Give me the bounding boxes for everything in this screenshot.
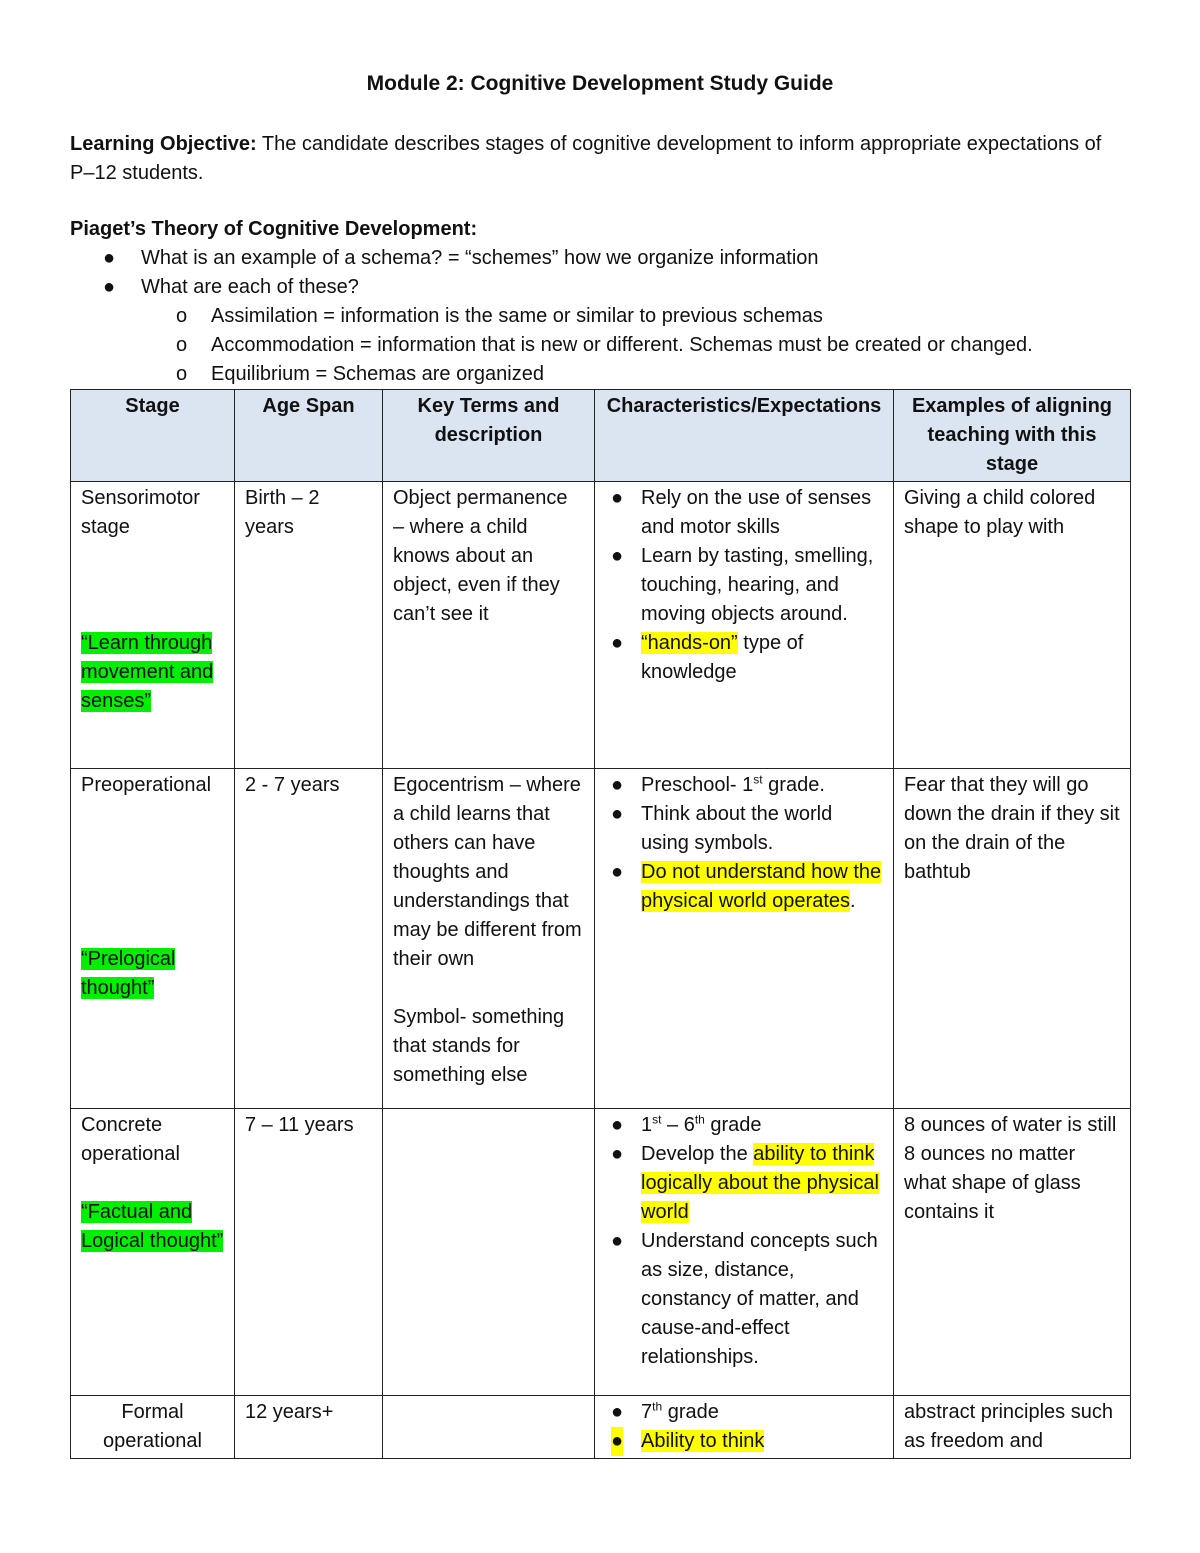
bullet-icon: ● — [103, 276, 116, 298]
list-item: ● Ability to think — [605, 1427, 883, 1456]
list-item: ● What are each of these? — [70, 273, 1150, 302]
bullet-icon: ● — [611, 774, 624, 796]
circle-bullet-icon: o — [176, 334, 188, 356]
list-item: ● Develop the ability to think logically about the physical world — [605, 1140, 883, 1227]
bullet-icon: ● — [611, 487, 624, 509]
age-cell: 7 – 11 years — [235, 1109, 383, 1396]
question-list — [70, 244, 1150, 389]
circle-bullet-icon: o — [176, 305, 188, 327]
list-item: ● Rely on the use of senses and motor skills — [605, 484, 883, 542]
table-header-row — [71, 390, 1131, 482]
bullet-icon: ● — [611, 1114, 624, 1136]
stage-cell: Sensorimotor stage “Learn through movement and senses” — [71, 482, 235, 769]
bullet-icon: ● — [611, 1143, 624, 1165]
age-cell: Birth – 2 years — [235, 482, 383, 769]
example-cell: abstract principles such as freedom and — [894, 1396, 1131, 1459]
list-item: ● Understand concepts such as size, distance, constancy of matter, and cause-and-effect relationships. — [605, 1227, 883, 1372]
bullet-icon: ● — [611, 1401, 624, 1423]
list-item: o Assimilation = information is the same or similar to previous schemas — [70, 302, 1150, 331]
stages-table — [70, 389, 1131, 1459]
list-item: ● Think about the world using symbols. — [605, 800, 883, 858]
circle-bullet-icon: o — [176, 363, 188, 385]
list-item: ● 7th grade — [605, 1398, 883, 1427]
bullet-icon: ● — [103, 247, 116, 269]
objective-text: The candidate describes stages of cognitive development to inform appropriate expectations of P–12 students. — [70, 133, 1102, 184]
stage-cell: Formal operational — [71, 1396, 235, 1459]
list-item: ● Do not understand how the physical world operates. — [605, 858, 883, 916]
bullet-icon: ● — [611, 803, 624, 825]
objective-label: Learning Objective: — [70, 133, 257, 155]
example-cell: Giving a child colored shape to play with — [894, 482, 1131, 769]
header-key-terms: Key Terms and description — [383, 390, 595, 482]
bullet-icon: ● — [611, 545, 624, 567]
list-item: ● What is an example of a schema? = “schemes” how we organize information — [70, 244, 1150, 273]
list-item: ● “hands-on” type of knowledge — [605, 629, 883, 687]
header-stage: Stage — [71, 390, 235, 482]
table-row — [71, 482, 1131, 769]
terms-cell: Object permanence – where a child knows about an object, even if they can’t see it — [383, 482, 595, 769]
header-age-span: Age Span — [235, 390, 383, 482]
piaget-heading: Piaget’s Theory of Cognitive Development: — [70, 218, 478, 240]
table-row — [71, 769, 1131, 1109]
stage-motto: “Factual and Logical thought” — [81, 1201, 224, 1252]
example-cell: 8 ounces of water is still 8 ounces no matter what shape of glass contains it — [894, 1109, 1131, 1396]
terms-cell — [383, 1109, 595, 1396]
learning-objective — [70, 130, 1130, 188]
list-item: ● Preschool- 1st grade. — [605, 771, 883, 800]
age-cell: 12 years+ — [235, 1396, 383, 1459]
list-item: o Accommodation = information that is new or different. Schemas must be created or changed. — [70, 331, 1150, 360]
bullet-icon: ● — [611, 861, 624, 883]
list-item: ● Learn by tasting, smelling, touching, hearing, and moving objects around. — [605, 542, 883, 629]
list-item: ● 1st – 6th grade — [605, 1111, 883, 1140]
list-item: o Equilibrium = Schemas are organized — [70, 360, 1150, 389]
bullet-icon: ● — [611, 1230, 624, 1252]
header-characteristics: Characteristics/Expectations — [595, 390, 894, 482]
stage-motto: “Learn through movement and senses” — [81, 632, 214, 712]
stage-cell: Concrete operational “Factual and Logical thought” — [71, 1109, 235, 1396]
stage-motto: “Prelogical thought” — [81, 948, 176, 999]
characteristics-cell — [595, 1396, 894, 1459]
characteristics-cell — [595, 482, 894, 769]
page-title: Module 2: Cognitive Development Study Guide — [366, 72, 834, 95]
bullet-icon: ● — [611, 1427, 623, 1456]
age-cell: 2 - 7 years — [235, 769, 383, 1109]
header-examples: Examples of aligning teaching with this stage — [894, 390, 1131, 482]
stage-cell: Preoperational “Prelogical thought” — [71, 769, 235, 1109]
table-row — [71, 1109, 1131, 1396]
characteristics-cell — [595, 1109, 894, 1396]
bullet-icon: ● — [611, 632, 624, 654]
example-cell: Fear that they will go down the drain if they sit on the drain of the bathtub — [894, 769, 1131, 1109]
terms-cell: Egocentrism – where a child learns that others can have thoughts and understandings that may be different from their own Symbol- something that stands for something else — [383, 769, 595, 1109]
terms-cell — [383, 1396, 595, 1459]
characteristics-cell — [595, 769, 894, 1109]
table-row — [71, 1396, 1131, 1459]
